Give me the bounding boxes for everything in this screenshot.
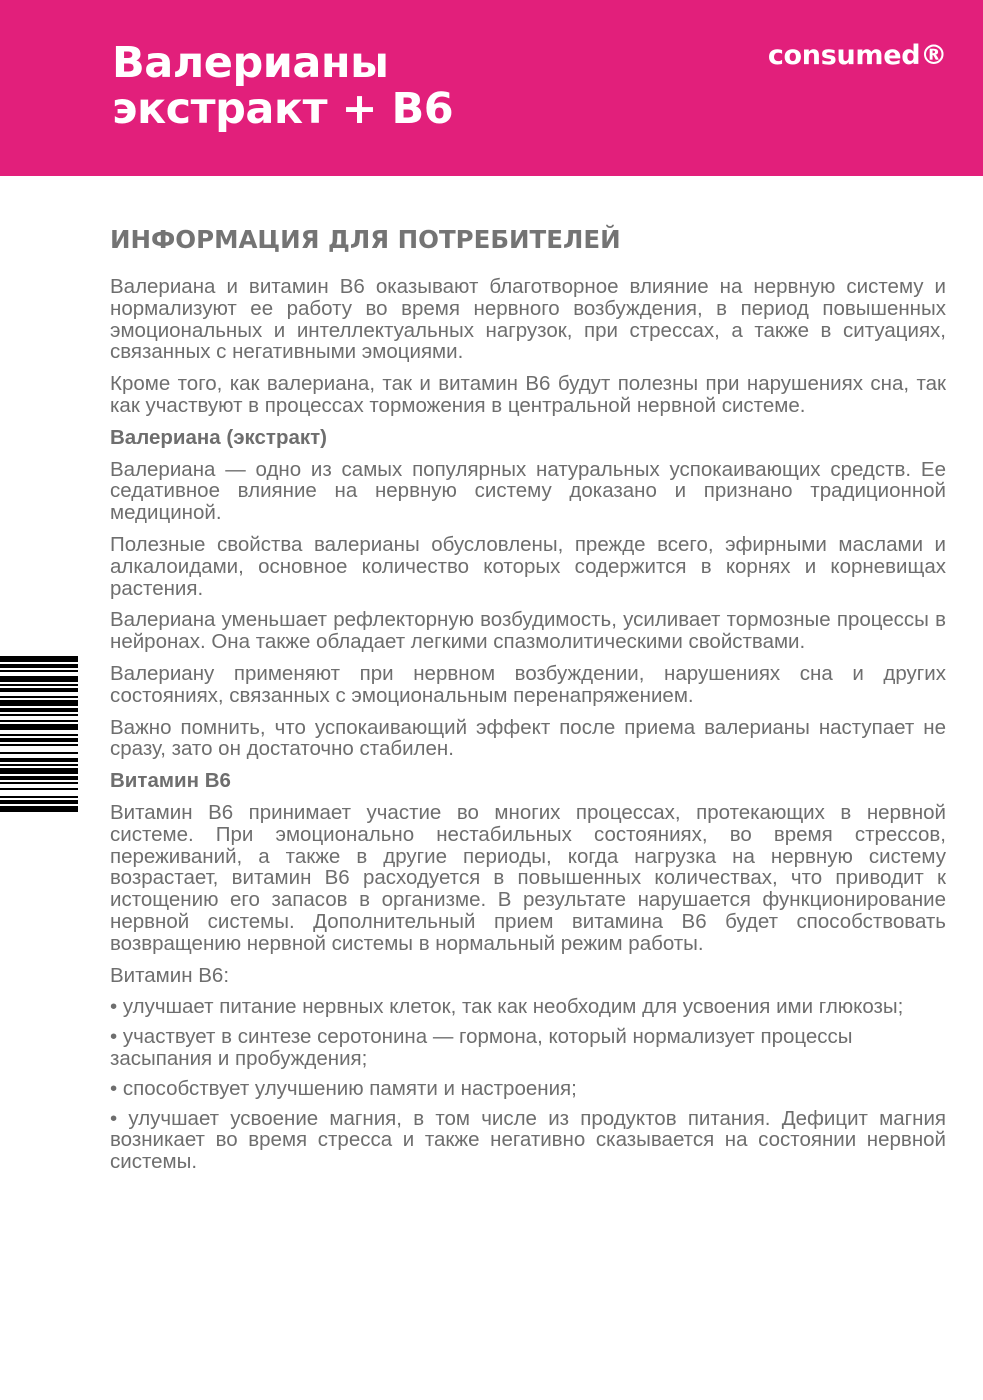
- barcode-bar: [0, 796, 78, 798]
- barcode-bar: [0, 670, 78, 672]
- barcode-image: [0, 656, 78, 864]
- barcode-graphic: [0, 656, 78, 864]
- barcode-bar: [0, 776, 78, 780]
- barcode-bar: [0, 764, 78, 766]
- barcode-bar: [0, 676, 78, 682]
- barcode-bar: [0, 708, 78, 712]
- barcode-bar: [0, 714, 78, 716]
- valerian-paragraph-5: Важно помнить, что успокаивающий эффект после приема валерианы наступает не сразу, зато он достаточно стабилен.: [110, 715, 946, 761]
- barcode-bar: [0, 752, 78, 754]
- product-title-line-2: экстракт + В6: [112, 84, 454, 134]
- barcode-bar: [0, 656, 78, 662]
- vitamin-list-item: • способствует улучшению памяти и настроения;: [110, 1076, 577, 1100]
- brand-logo: consumed®: [767, 40, 947, 71]
- barcode-bar: [0, 788, 78, 790]
- product-title-line-1: Валерианы: [112, 38, 389, 88]
- barcode-bar: [0, 720, 78, 722]
- valerian-heading: Валериана (экстракт): [110, 425, 327, 449]
- barcode-bar: [0, 724, 78, 730]
- valerian-paragraph-3: Валериана уменьшает рефлекторную возбудимость, усиливает тормозные процессы в нейронах. Она также обладает легкими спазмолитическими свойствами.: [110, 608, 946, 654]
- main-content: [110, 222, 946, 1181]
- intro-paragraph-2: Кроме того, как валериана, так и витамин В6 будут полезны при нарушениях сна, так как участвуют в процессах торможения в центральной нервной системе.: [110, 372, 946, 417]
- vitamin-list-item: • улучшает усвоение магния, в том числе из продуктов питания. Дефицит магния возникает во время стресса и также негативно сказывается на состоянии нервной системы.: [110, 1106, 946, 1174]
- barcode-bar: [0, 664, 78, 668]
- vitamin-list-intro: Витамин В6:: [110, 963, 230, 987]
- barcode-bar: [0, 696, 78, 698]
- barcode-bar: [0, 684, 78, 686]
- barcode-bar: [0, 744, 78, 746]
- product-title: [112, 40, 453, 132]
- barcode-bar: [0, 758, 78, 762]
- barcode-bar: [0, 782, 78, 784]
- valerian-paragraph-2: Полезные свойства валерианы обусловлены, прежде всего, эфирными маслами и алкалоидами, основное количество которых содержится в корнях и корневищах растения.: [110, 532, 946, 600]
- vitamin-list-item: • улучшает питание нервных клеток, так как необходим для усвоения ими глюкозы;: [110, 995, 904, 1019]
- vitamin-paragraph: Витамин В6 принимает участие во многих процессах, протекающих в нервной системе. При эмоционально нестабильных состояниях, во время стрессов, переживаний, а также в другие периоды, когда нагрузка на нервную систему возрастает, витамин В6 расходуется в повышенных количествах, что приводит к истощению его запасов в организме. В результате нарушается функционирование нервной системы. Дополнительный прием витамина В6 будет способствовать возвращению нервной системы в нормальный режим работы.: [110, 800, 946, 955]
- barcode-bar: [0, 734, 78, 736]
- valerian-paragraph-4: Валериану применяют при нервном возбуждении, нарушениях сна и других состояниях, связанных с эмоциональным перенапряжением.: [110, 661, 946, 707]
- header-banner: [0, 0, 983, 176]
- section-title: ИНФОРМАЦИЯ ДЛЯ ПОТРЕБИТЕЛЕЙ: [110, 225, 621, 254]
- barcode-bar: [0, 806, 78, 812]
- vitamin-list-item: • участвует в синтезе серотонина — гормона, который нормализует процессы засыпания и пробуждения;: [110, 1025, 853, 1070]
- barcode-bar: [0, 688, 78, 692]
- barcode-bar: [0, 700, 78, 706]
- barcode-bar: [0, 768, 78, 774]
- intro-paragraph-1: Валериана и витамин В6 оказывают благотворное влияние на нервную систему и нормализуют ее работу во время нервного возбуждения, в период повышенных эмоциональных и интеллектуальных нагрузок, при стрессах, а также в ситуациях, связанных с негативными эмоциями.: [110, 275, 946, 364]
- vitamin-heading: Витамин В6: [110, 769, 231, 793]
- barcode-bar: [0, 800, 78, 804]
- barcode-bar: [0, 738, 78, 742]
- valerian-paragraph-1: Валериана — одно из самых популярных натуральных успокаивающих средств. Ее седативное влияние на нервную систему доказано и признано традиционной медициной.: [110, 457, 946, 525]
